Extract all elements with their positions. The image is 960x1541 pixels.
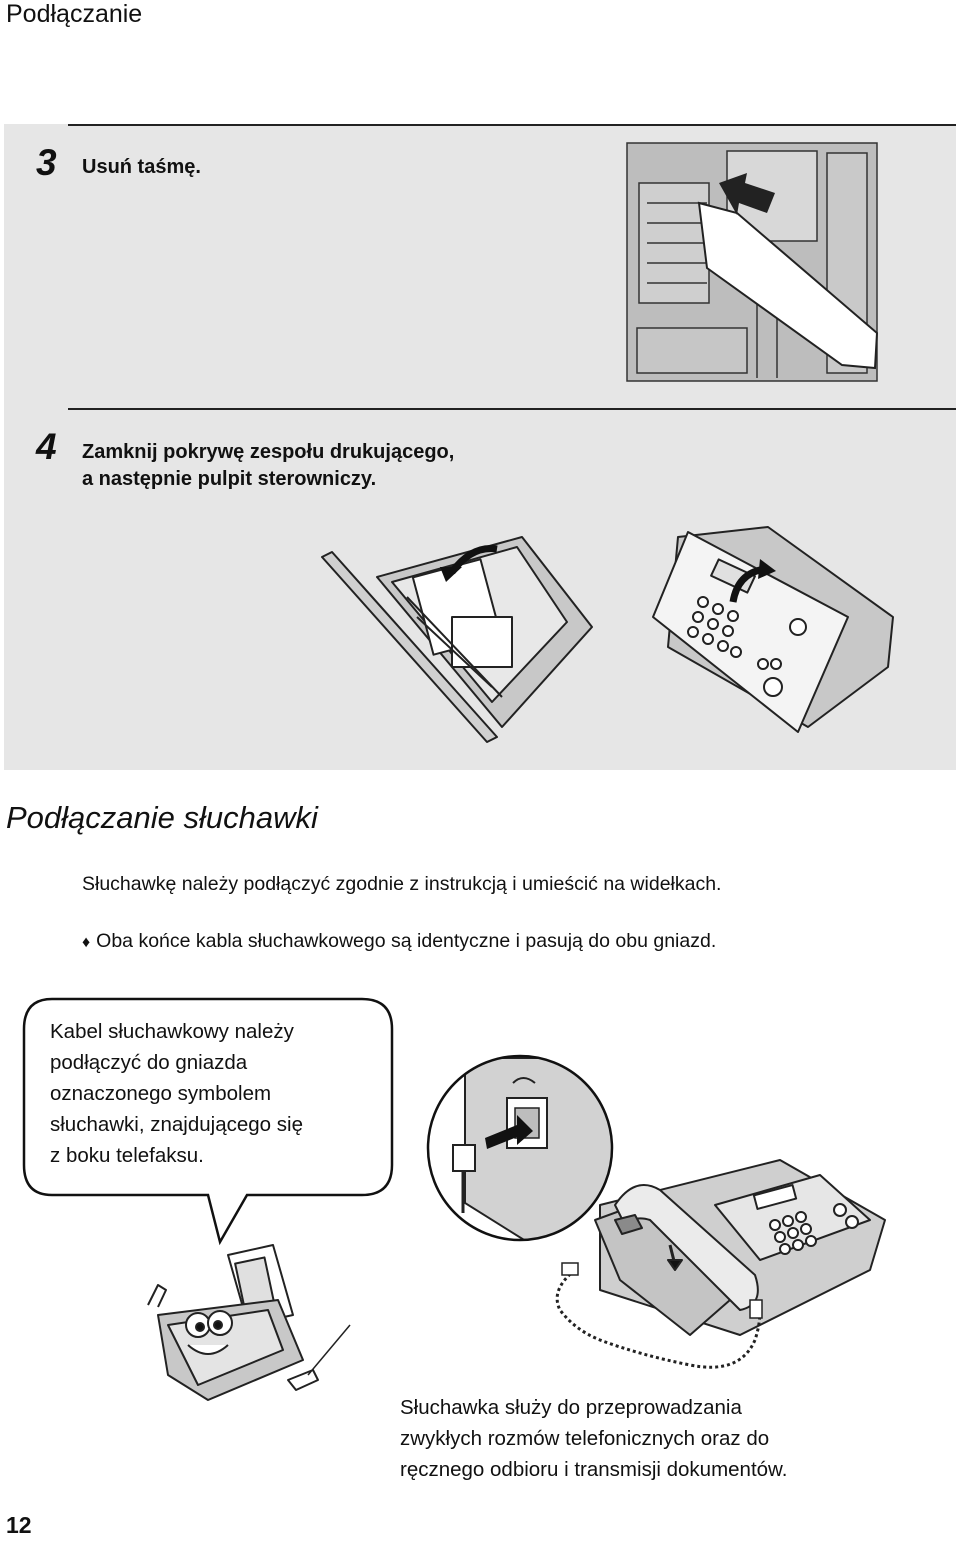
diamond-bullet-icon: ♦ [82,934,91,951]
remove-tape-illustration [627,143,877,381]
page-header-title: Podłączanie [6,0,143,28]
step-3-rule [68,124,956,126]
callout-line: z boku telefaksu. [50,1144,204,1167]
step-3-text: Usuń taśmę. [82,156,201,178]
step-4-number: 4 [36,426,57,467]
fax-with-handset-illustration [540,1160,885,1390]
callout-line: Kabel słuchawkowy należy [50,1020,294,1043]
section-bullet-text: Oba końce kabla słuchawkowego są identyczne i pasują do obu gniazd. [96,930,717,952]
callout-line: podłączyć do gniazda [50,1051,248,1074]
step-4-rule [68,408,956,410]
callout-line: słuchawki, znajdującego się [50,1113,303,1136]
step-4-text-line-1: Zamknij pokrywę zespołu drukującego, [82,441,455,463]
handset-caption [400,1392,787,1485]
callout-line: oznaczonego symbolem [50,1082,272,1105]
step-3-number: 3 [36,142,57,183]
section-title: Podłączanie słuchawki [6,800,318,835]
close-print-cover-illustration [322,527,592,742]
caption-line: ręcznego odbioru i transmisji dokumentów. [400,1458,788,1481]
fax-mascot-illustration [128,1245,353,1405]
callout-text [50,1016,303,1171]
caption-line: Słuchawka służy do przeprowadzania [400,1396,742,1419]
close-operation-panel-illustration [648,527,893,732]
caption-line: zwykłych rozmów telefonicznych oraz do [400,1427,770,1450]
step-4-text-line-2: a następnie pulpit sterowniczy. [82,468,377,490]
section-bullet [82,928,716,956]
section-intro: Słuchawkę należy podłączyć zgodnie z instrukcją i umieścić na widełkach. [82,873,722,895]
page-number: 12 [6,1512,32,1538]
